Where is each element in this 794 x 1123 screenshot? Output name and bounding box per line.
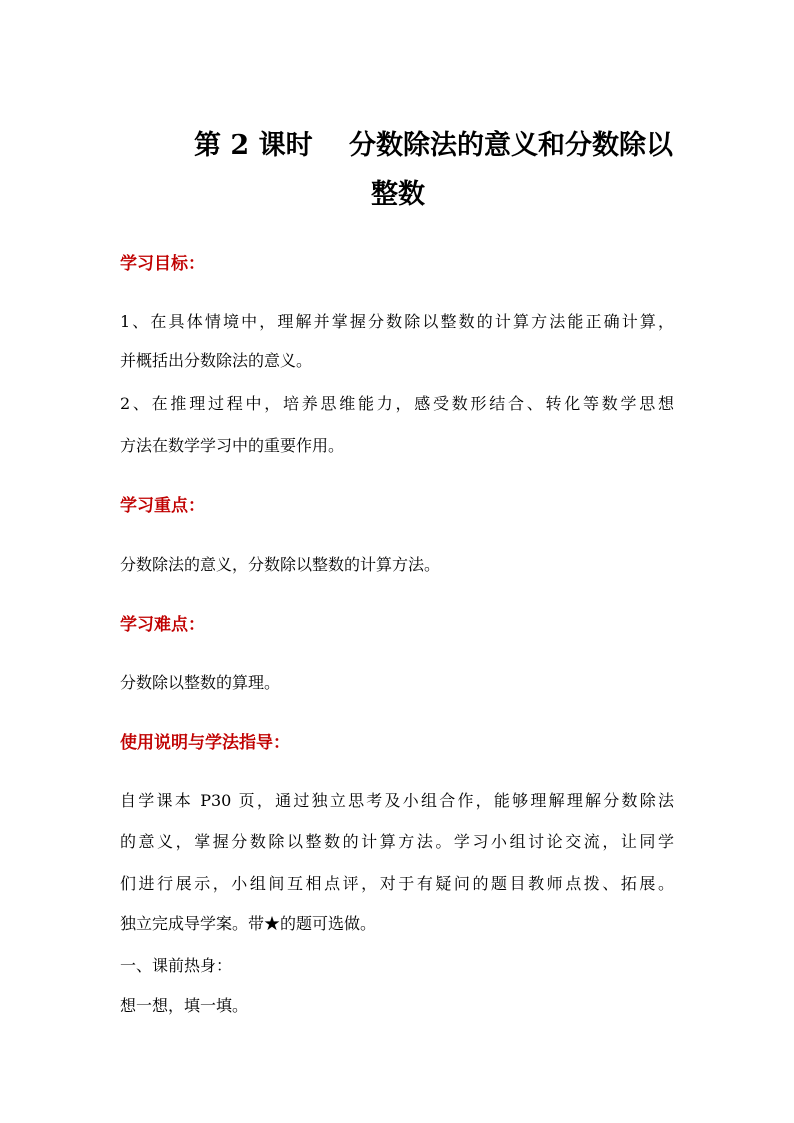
warmup-heading: 一、课前热身： — [120, 956, 233, 975]
guide-heading: 使用说明与学法指导： — [120, 733, 290, 753]
guide-line-3: 们进行展示，小组间互相点评，对于有疑问的题目教师点拨、拓展。 — [120, 874, 674, 893]
learning-goals-heading: 学习目标： — [120, 254, 205, 274]
page-title-line-1: 第 2 课时 分数除法的意义和分数除以 — [194, 130, 673, 161]
guide-line-1: 自学课本 P30 页，通过独立思考及小组合作，能够理解理解分数除法 — [120, 791, 674, 810]
goal-2-line-1: 2、在推理过程中，培养思维能力，感受数形结合、转化等数学思想 — [120, 394, 674, 413]
warmup-text: 想一想，填一填。 — [120, 996, 249, 1015]
difficulties-heading: 学习难点： — [120, 615, 205, 635]
guide-line-2: 的意义，掌握分数除以整数的计算方法。学习小组讨论交流，让同学 — [120, 832, 674, 851]
page-title-line-2: 整数 — [371, 179, 425, 210]
goal-1-line-1: 1、在具体情境中，理解并掌握分数除以整数的计算方法能正确计算， — [120, 312, 674, 331]
key-points-text: 分数除法的意义，分数除以整数的计算方法。 — [120, 555, 441, 574]
guide-line-4: 独立完成导学案。带★的题可选做。 — [120, 914, 377, 933]
key-points-heading: 学习重点： — [120, 496, 205, 516]
goal-1-line-2: 并概括出分数除法的意义。 — [120, 351, 313, 370]
goal-2-line-2: 方法在数学学习中的重要作用。 — [120, 436, 345, 455]
difficulties-text: 分数除以整数的算理。 — [120, 673, 281, 692]
